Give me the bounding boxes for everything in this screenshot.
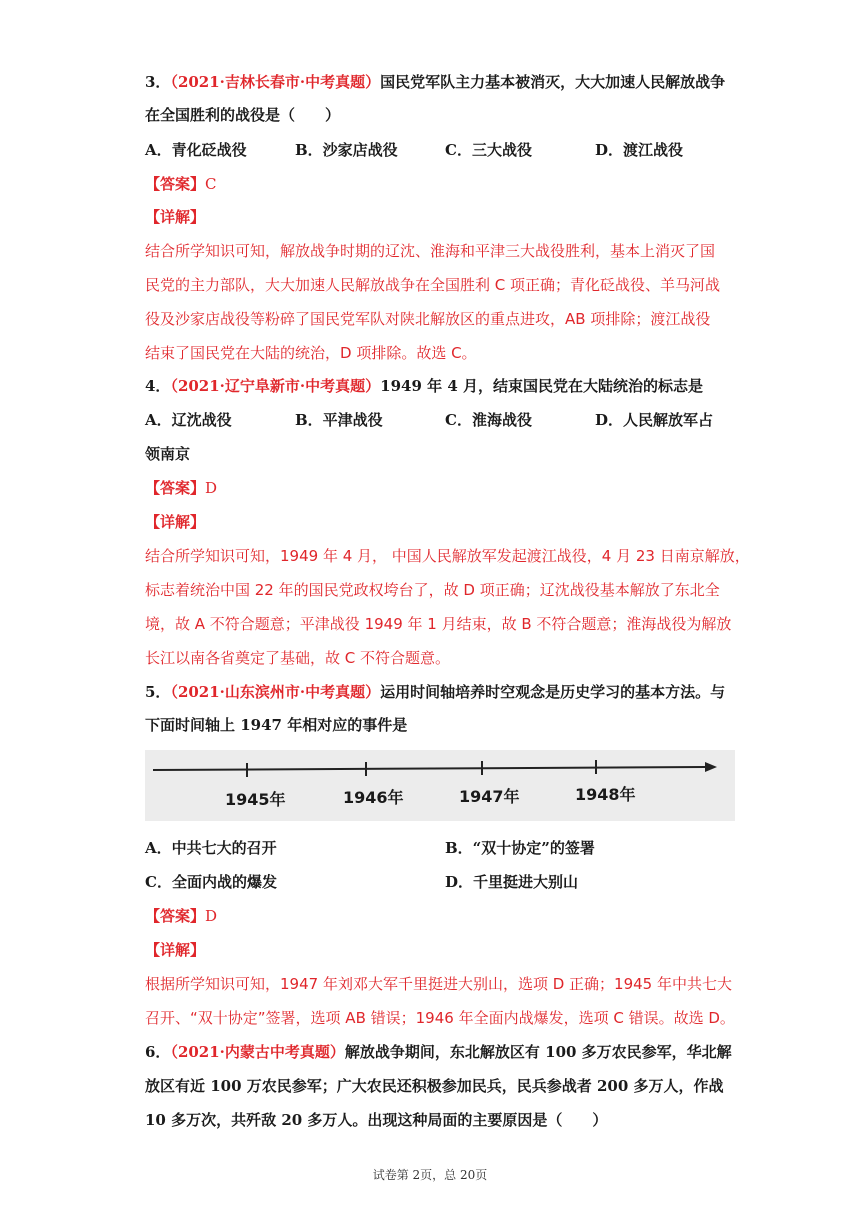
q6-stem-line1 [145,1042,732,1062]
q4-stem-line1 [145,376,703,396]
q6-stem-text1: 解放战争期间，东北解放区有 100 多万农民参军，华北解 [344,1043,732,1061]
q4-number: 4． [145,377,171,395]
q5-explain-line2: 召开、“双十协定”签署，选项 AB 错误；1946 年全面内战爆发，选项 C 错误。故选 D。 [145,1009,735,1027]
q5-number: 5． [145,683,171,701]
q3-stem-line1 [145,72,725,92]
q4-detail-label: 【详解】 [145,513,206,531]
timeline-axis [145,750,735,821]
timeline-year-1945: 1945年 [225,790,286,809]
q5-answer-label: 【答案】 [145,907,206,925]
q3-explain-line2: 民党的主力部队，大大加速人民解放战争在全国胜利 C 项正确；青化砭战役、羊马河战 [145,276,721,294]
q3-explain-line1: 结合所学知识可知，解放战争时期的辽沈、淮海和平津三大战役胜利，基本上消灭了国 [145,242,716,260]
q4-option-c: C．淮海战役 [445,411,532,429]
q5-stem-text1: 运用时间轴培养时空观念是历史学习的基本方法。与 [380,683,726,701]
q4-explain-line2: 标志着统治中国 22 年的国民党政权垮台了，故 D 项正确；辽沈战役基本解放了东北全 [145,581,720,599]
q4-stem-text1: 1949 年 4 月，结束国民党在大陆统治的标志是 [380,377,703,395]
q3-detail-label: 【详解】 [145,208,206,226]
q3-stem-text1: 国民党军队主力基本被消灭，大大加速人民解放战争 [380,73,726,91]
q4-source: （2021·辽宁阜新市·中考真题） [170,377,381,395]
q3-answer-label: 【答案】 [145,175,206,193]
q4-explain-line4: 长江以南各省奠定了基础，故 C 不符合题意。 [145,649,451,667]
q4-answer-value: D [205,479,218,497]
q6-number: 6． [145,1043,171,1061]
q3-option-d: D．渡江战役 [595,141,684,159]
q4-option-d: D．人民解放军占 [595,411,714,429]
timeline-arrow [705,762,717,772]
q3-source: （2021·吉林长春市·中考真题） [170,73,381,91]
q5-stem-line1 [145,682,725,702]
q5-explain-line1: 根据所学知识可知，1947 年刘邓大军千里挺进大别山，选项 D 正确；1945 年中共七大 [145,975,732,993]
q5-stem-line2: 下面时间轴上 1947 年相对应的事件是 [145,716,408,734]
q5-option-c: C．全面内战的爆发 [145,873,277,891]
q4-answer [145,478,217,498]
q5-answer [145,906,217,926]
timeline-year-1947: 1947年 [459,787,520,806]
q6-stem-line3: 10 多万次，共歼敌 20 多万人。出现这种局面的主要原因是（ ） [145,1111,608,1129]
q3-answer-value: C [205,175,217,193]
q5-source: （2021·山东滨州市·中考真题） [170,683,381,701]
timeline-year-1948: 1948年 [575,785,636,804]
q5-option-b: B．“双十协定”的签署 [445,839,595,857]
timeline-year-1946: 1946年 [343,788,404,807]
q3-option-b: B．沙家店战役 [295,141,398,159]
q3-option-c: C．三大战役 [445,141,532,159]
q3-answer [145,174,217,194]
timeline-image [145,750,735,821]
q5-answer-value: D [205,907,218,925]
q4-explain-line1: 结合所学知识可知，1949 年 4 月， 中国人民解放军发起渡江战役，4 月 23 日南京解放， [145,547,750,565]
q4-option-a: A．辽沈战役 [145,411,232,429]
q6-stem-line2: 放区有近 100 万农民参军；广大农民还积极参加民兵，民兵参战者 200 多万人，作战 [145,1077,724,1095]
q4-answer-label: 【答案】 [145,479,206,497]
q3-option-a: A．青化砭战役 [145,141,247,159]
q4-explain-line3: 境，故 A 不符合题意；平津战役 1949 年 1 月结束，故 B 不符合题意；淮海战役为解放 [145,615,732,633]
q5-detail-label: 【详解】 [145,941,206,959]
q3-explain-line3: 役及沙家店战役等粉碎了国民党军队对陕北解放区的重点进攻，AB 项排除；渡江战役 [145,310,711,328]
page-footer: 试卷第 2页，总 20页 [372,1168,488,1182]
q5-option-d: D．千里挺进大别山 [445,873,579,891]
q4-option-b: B．平津战役 [295,411,383,429]
q3-number: 3． [145,73,171,91]
q6-source: （2021·内蒙古中考真题） [170,1043,345,1061]
q4-option-d-continued: 领南京 [145,445,191,463]
q3-stem-line2: 在全国胜利的战役是（ ） [145,106,341,124]
q5-option-a: A．中共七大的召开 [145,839,277,857]
q3-explain-line4: 结束了国民党在大陆的统治，D 项排除。故选 C。 [145,344,477,362]
